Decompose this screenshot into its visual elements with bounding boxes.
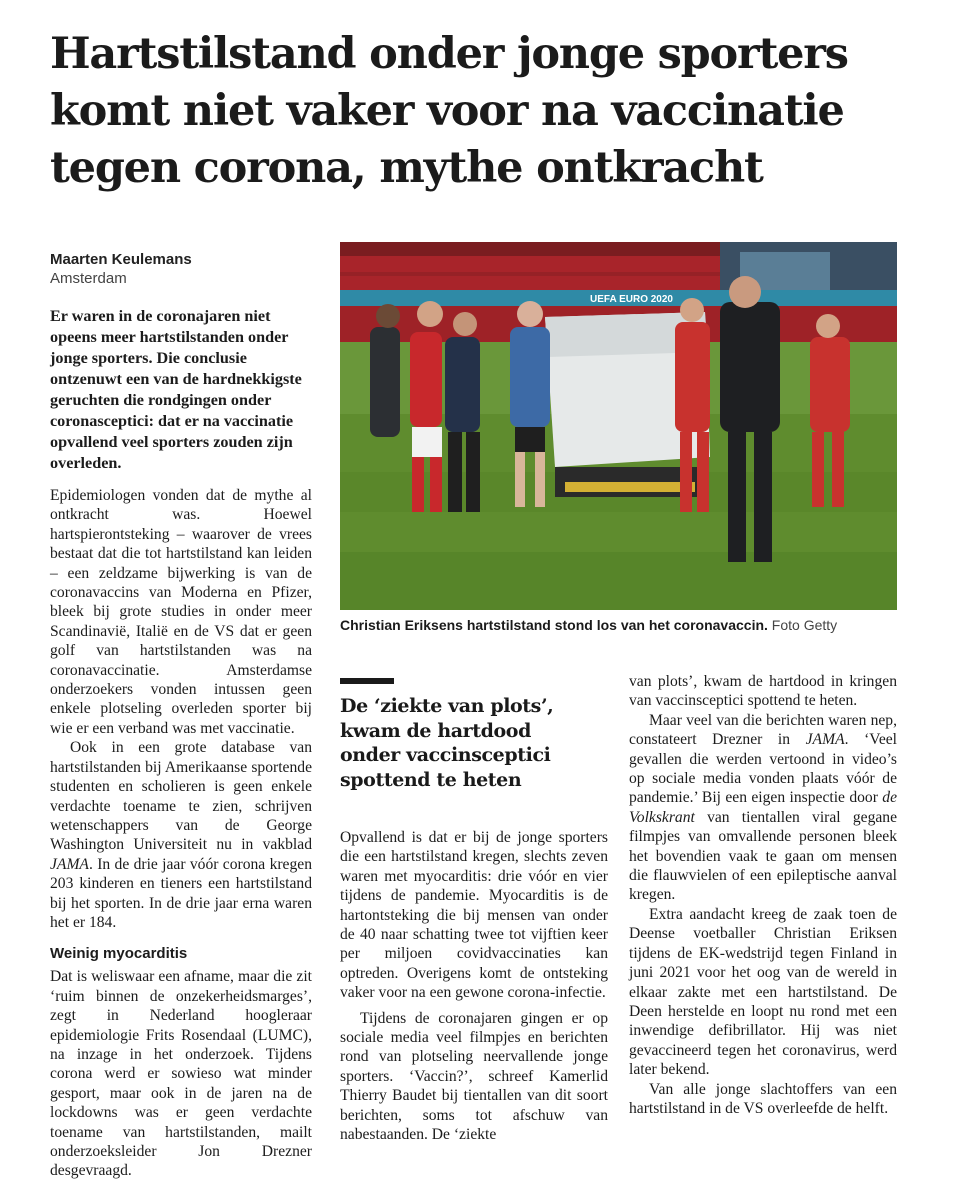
body-paragraph: Tijdens de coronajaren gingen er op sociale media veel filmpjes en berichten rond van plotseling neervallende jonge sporters. ‘Vaccin?’, schreef Kamerlid Thierry Baudet bij tientallen van dit soort berichten, soms tot afschuw van nabestaanden. De ‘ziekte: [340, 1009, 608, 1144]
body-paragraph: Epidemiologen vonden dat de mythe al ontkracht was. Hoewel hartspierontsteking – waarover de vrees bestaat dat die tot hartstilstand kan leiden – een zeldzame bijwerking is van de coronavaccins van Moderna en Pfizer, bleek bij grote studies in onder meer Scandinavië, Italië en de VS dat er geen golf van hartstilstanden was na coronavaccinatie. Amsterdamse onderzoekers vonden intussen geen enkele plotseling overleden sporter bij wie er een verband was met vaccinatie.: [50, 487, 312, 737]
text-run: van tientallen viral gegane filmpjes van omvallende personen bleek het bovendien vaak te gaan om mensen die flauwvielen of een epileptische aanval kregen.: [629, 808, 897, 904]
article-column-1: [50, 306, 312, 1181]
journal-name: JAMA: [50, 855, 89, 873]
photo-caption: [340, 616, 900, 634]
text-run: . In de drie jaar vóór corona kregen 203 kinderen en tieners een hartstilstand bij het sporten. In de drie jaar erna waren het er 184.: [50, 855, 312, 931]
subheading: Weinig myocarditis: [50, 945, 188, 963]
article-column-3: [629, 672, 897, 1118]
headline: Hartstilstand onder jonge sporters komt niet vaker voor na vaccinatie tegen corona, mythe ontkracht: [50, 29, 848, 193]
intro-paragraph: Er waren in de coronajaren niet opeens meer hartstilstanden onder jonge sporters. Die conclusie ontzenuwt een van de hardnekkigste geruchten die rondgingen onder coronasceptici: dat er na vaccinatie opvallend veel sporters zouden zijn overleden.: [50, 307, 302, 472]
caption-text: Christian Eriksens hartstilstand stond los van het coronavaccin.: [340, 617, 768, 633]
byline: [50, 250, 320, 288]
dateline-location: Amsterdam: [50, 270, 127, 287]
text-run: Ook in een grote database van hartstilstanden bij Amerikaanse sportende studenten en scholieren is geen enkele verdachte toename te zien, schrijven wetenschappers van de George Washington Universiteit nu in vakblad: [50, 739, 312, 854]
body-paragraph: van plots’, kwam de hartdood in kringen van vaccinsceptici spottend te heten.: [629, 673, 897, 710]
body-paragraph: Extra aandacht kreeg de zaak toen de Deense voetballer Christian Eriksen tijdens de EK-wedstrijd tegen Finland in juni 2021 voor het oog van de wereld in elkaar zakte met een hartstilstand. De Deen herstelde en loopt nu rond met een inwendige defibrillator. Hij was niet gevaccineerd tegen het coronavirus, werd later bekend.: [629, 905, 897, 1079]
body-paragraph: Van alle jonge slachtoffers van een hartstilstand in de VS overleefde de helft.: [629, 1080, 897, 1117]
photo-credit: Foto Getty: [771, 617, 838, 633]
body-paragraph: [50, 738, 312, 932]
stadium-photo-illustration: [340, 242, 897, 610]
pull-quote-rule: [340, 678, 394, 684]
author-name: Maarten Keulemans: [50, 251, 192, 268]
text-run: Maar veel van die berichten waren nep, constateert Drezner in: [629, 711, 897, 749]
journal-name: JAMA: [805, 731, 845, 749]
body-paragraph: [629, 711, 897, 905]
stadium-banner-text: UEFA EURO 2020: [590, 294, 673, 305]
pull-quote: De ‘ziekte van plots’, kwam de hartdood onder vaccinsceptici spottend te heten: [340, 695, 554, 791]
article-column-2: [340, 828, 608, 1145]
body-paragraph: Opvallend is dat er bij de jonge sporters die een hartstilstand kregen, slechts zeven waren met myocarditis: drie vóór en vier tijdens de pandemie. Myocarditis is de hartontsteking die bij mensen van onder de 40 naar schatting twee tot vijftien keer per miljoen covidvaccinaties kan optreden. Overigens komt de ontsteking vaker voor na een gewone corona-infectie.: [340, 829, 608, 1002]
newspaper-name: de Volkskrant: [629, 789, 897, 826]
body-paragraph: Dat is weliswaar een afname, maar die zit ‘ruim binnen de onzekerheidsmarges’, zegt in Nederland hoogleraar epidemiologie Frits Rosendaal (LUMC), na inzage in het onderzoek. Tijdens corona werd er sowieso wat minder gesport, maar ook in de jaren na de lockdowns was er geen verdachte toename van hartstilstanden, mailt onderzoeksleider Jon Drezner desgevraagd.: [50, 968, 312, 1180]
article-photo: [340, 242, 897, 610]
text-run: . ‘Veel gevallen die werden vertoond in video’s op sociale media vonden plaats vóór de pandemie.’ Bij een eigen inspectie door: [629, 731, 897, 807]
